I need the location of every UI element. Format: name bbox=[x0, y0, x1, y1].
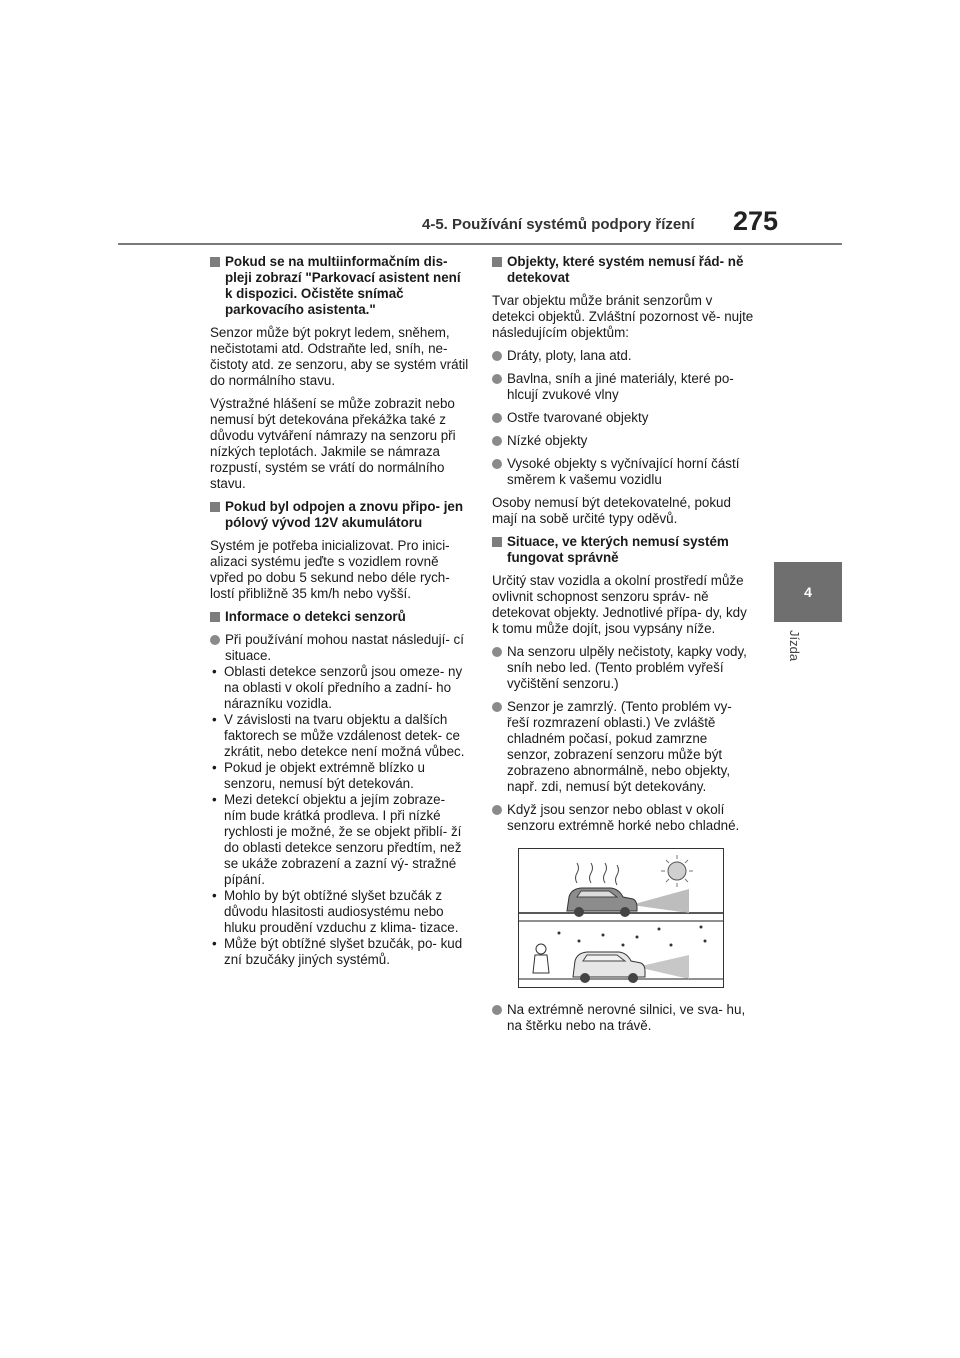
list-item bbox=[492, 699, 754, 795]
round-bullet-icon bbox=[492, 413, 502, 423]
round-bullet-icon bbox=[492, 351, 502, 361]
list-item-text: Ostře tvarované objekty bbox=[507, 410, 649, 425]
round-bullet-icon bbox=[492, 1005, 502, 1015]
list-item bbox=[492, 1002, 754, 1034]
round-bullet-icon bbox=[492, 647, 502, 657]
sub-bullet-marker: • bbox=[212, 792, 217, 807]
heading-malfunction-situations bbox=[492, 534, 754, 566]
chapter-label bbox=[782, 630, 806, 690]
list-item bbox=[492, 644, 754, 692]
sub-list-item bbox=[210, 888, 470, 936]
round-bullet-icon bbox=[492, 702, 502, 712]
header-divider bbox=[118, 243, 842, 245]
square-bullet-icon bbox=[210, 257, 220, 267]
sub-list-item bbox=[210, 936, 470, 968]
heading-display-message bbox=[210, 254, 470, 318]
sub-list-item bbox=[210, 760, 470, 792]
round-bullet-icon bbox=[492, 374, 502, 384]
chapter-tab[interactable]: 4 bbox=[774, 562, 842, 622]
heading-battery bbox=[210, 499, 470, 531]
heading-text: Pokud byl odpojen a znovu připo- jen pólový vývod 12V akumulátoru bbox=[225, 499, 464, 530]
section-title: 4-5. Používání systémů podpory řízení bbox=[422, 216, 695, 233]
list-item bbox=[492, 410, 754, 426]
sub-list-item bbox=[210, 664, 470, 712]
list-item-text: Bavlna, sníh a jiné materiály, které po- hlcují zvukové vlny bbox=[507, 371, 734, 402]
round-bullet-icon bbox=[492, 805, 502, 815]
square-bullet-icon bbox=[492, 537, 502, 547]
list-item bbox=[492, 456, 754, 488]
paragraph: Výstražné hlášení se může zobrazit nebo nemusí být detekována překážka také z důvodu vytváření námrazy na senzoru při nízkých teplotách. Jakmile se námraza rozpustí, systém se vrátí do normálního stavu. bbox=[210, 396, 456, 491]
heading-sensor-info bbox=[210, 609, 470, 625]
list-item bbox=[210, 632, 470, 664]
list-item bbox=[492, 371, 754, 403]
paragraph: Osoby nemusí být detekovatelné, pokud mají na sobě určité typy oděvů. bbox=[492, 495, 731, 526]
sub-bullet-marker: • bbox=[212, 888, 217, 903]
heading-text: Informace o detekci senzorů bbox=[225, 609, 406, 624]
heading-text: Objekty, které systém nemusí řád- ně detekovat bbox=[507, 254, 744, 285]
weather-conditions-illustration bbox=[518, 848, 724, 988]
round-bullet-icon bbox=[492, 459, 502, 469]
paragraph: Systém je potřeba inicializovat. Pro inici- alizaci systému jeďte s vozidlem rovně vpřed po dobu 5 sekund nebo déle rych- lostí přibližně 35 km/h nebo vyšší. bbox=[210, 538, 450, 601]
sub-bullet-marker: • bbox=[212, 664, 217, 679]
sub-list-item bbox=[210, 792, 470, 888]
sub-list-text: Mohlo by být obtížné slyšet bzučák z důvodu hlasitosti audiosystému nebo hluku proudění vzduchu z klima- tizace. bbox=[224, 888, 459, 935]
sub-bullet-marker: • bbox=[212, 936, 217, 951]
sub-list-item bbox=[210, 712, 470, 760]
round-bullet-icon bbox=[492, 436, 502, 446]
list-item bbox=[492, 348, 754, 364]
list-item-text: Vysoké objekty s vyčnívající horní částí směrem k vašemu vozidlu bbox=[507, 456, 740, 487]
illustration-svg bbox=[519, 849, 723, 987]
list-item-text: Senzor je zamrzlý. (Tento problém vy- řeší rozmrazení oblasti.) Ve zvláště chladném počasí, pokud zamrzne senzor, zobrazení senzoru může být zobrazeno abnormálně, nebo objekty, např. zdi, nemusí být detekovány. bbox=[507, 699, 732, 794]
chapter-label-text: Jízda bbox=[787, 630, 802, 662]
list-item-text: Nízké objekty bbox=[507, 433, 588, 448]
page-header bbox=[0, 0, 960, 250]
left-column bbox=[210, 254, 470, 968]
sub-list-text: Mezi detekcí objektu a jejím zobraze- ním bude krátká prodleva. I při nízké rychlosti je možné, že se objekt přiblí- ží do oblasti detekce senzoru předtím, než se ukáže zobrazení a zazní vý- stražné pípání. bbox=[224, 792, 462, 887]
heading-text: Situace, ve kterých nemusí systém fungovat správně bbox=[507, 534, 729, 565]
paragraph: Určitý stav vozidla a okolní prostředí může ovlivnit schopnost senzoru správ- ně detekovat objekty. Jednotlivé přípa- dy, kdy k tomu může dojít, jsou vypsány níže. bbox=[492, 573, 747, 636]
heading-undetected-objects bbox=[492, 254, 754, 286]
paragraph: Tvar objektu může bránit senzorům v detekci objektů. Zvláštní pozornost vě- nujte následujícím objektům: bbox=[492, 293, 754, 340]
sub-list-text: Může být obtížné slyšet bzučák, po- kud zní bzučáky jiných systémů. bbox=[224, 936, 463, 967]
page-number: 275 bbox=[733, 206, 779, 236]
list-item-text: Když jsou senzor nebo oblast v okolí senzoru extrémně horké nebo chladné. bbox=[507, 802, 740, 833]
sub-list-text: V závislosti na tvaru objektu a dalších faktorech se může vzdálenost detek- ce zkrátit, nebo detekce není možná vůbec. bbox=[224, 712, 465, 759]
right-column bbox=[492, 254, 754, 1041]
sub-list-text: Pokud je objekt extrémně blízko u senzoru, nemusí být detekován. bbox=[224, 760, 425, 791]
sub-list-text: Oblasti detekce senzorů jsou omeze- ny na oblasti v okolí předního a zadní- ho nárazníku vozidla. bbox=[224, 664, 463, 711]
list-item-text: Při používání mohou nastat následují- cí situace. bbox=[225, 632, 464, 663]
sub-bullet-marker: • bbox=[212, 760, 217, 775]
list-item bbox=[492, 802, 754, 834]
list-item bbox=[492, 433, 754, 449]
list-item-text: Na extrémně nerovné silnici, ve sva- hu, na štěrku nebo na trávě. bbox=[507, 1002, 746, 1033]
square-bullet-icon bbox=[210, 502, 220, 512]
square-bullet-icon bbox=[210, 612, 220, 622]
sub-bullet-marker: • bbox=[212, 712, 217, 727]
heading-text: Pokud se na multiinformačním dis- pleji zobrazí "Parkovací asistent není k dispozici. Očistěte snímač parkovacího asistenta." bbox=[225, 254, 461, 317]
list-item-text: Dráty, ploty, lana atd. bbox=[507, 348, 632, 363]
list-item-text: Na senzoru ulpěly nečistoty, kapky vody, sníh nebo led. (Tento problém vyřeší vyčištění senzoru.) bbox=[507, 644, 747, 691]
square-bullet-icon bbox=[492, 257, 502, 267]
paragraph: Senzor může být pokryt ledem, sněhem, nečistotami atd. Odstraňte led, sníh, ne- čistoty atd. ze senzoru, aby se systém vrátil do normálního stavu. bbox=[210, 325, 469, 388]
round-bullet-icon bbox=[210, 635, 220, 645]
